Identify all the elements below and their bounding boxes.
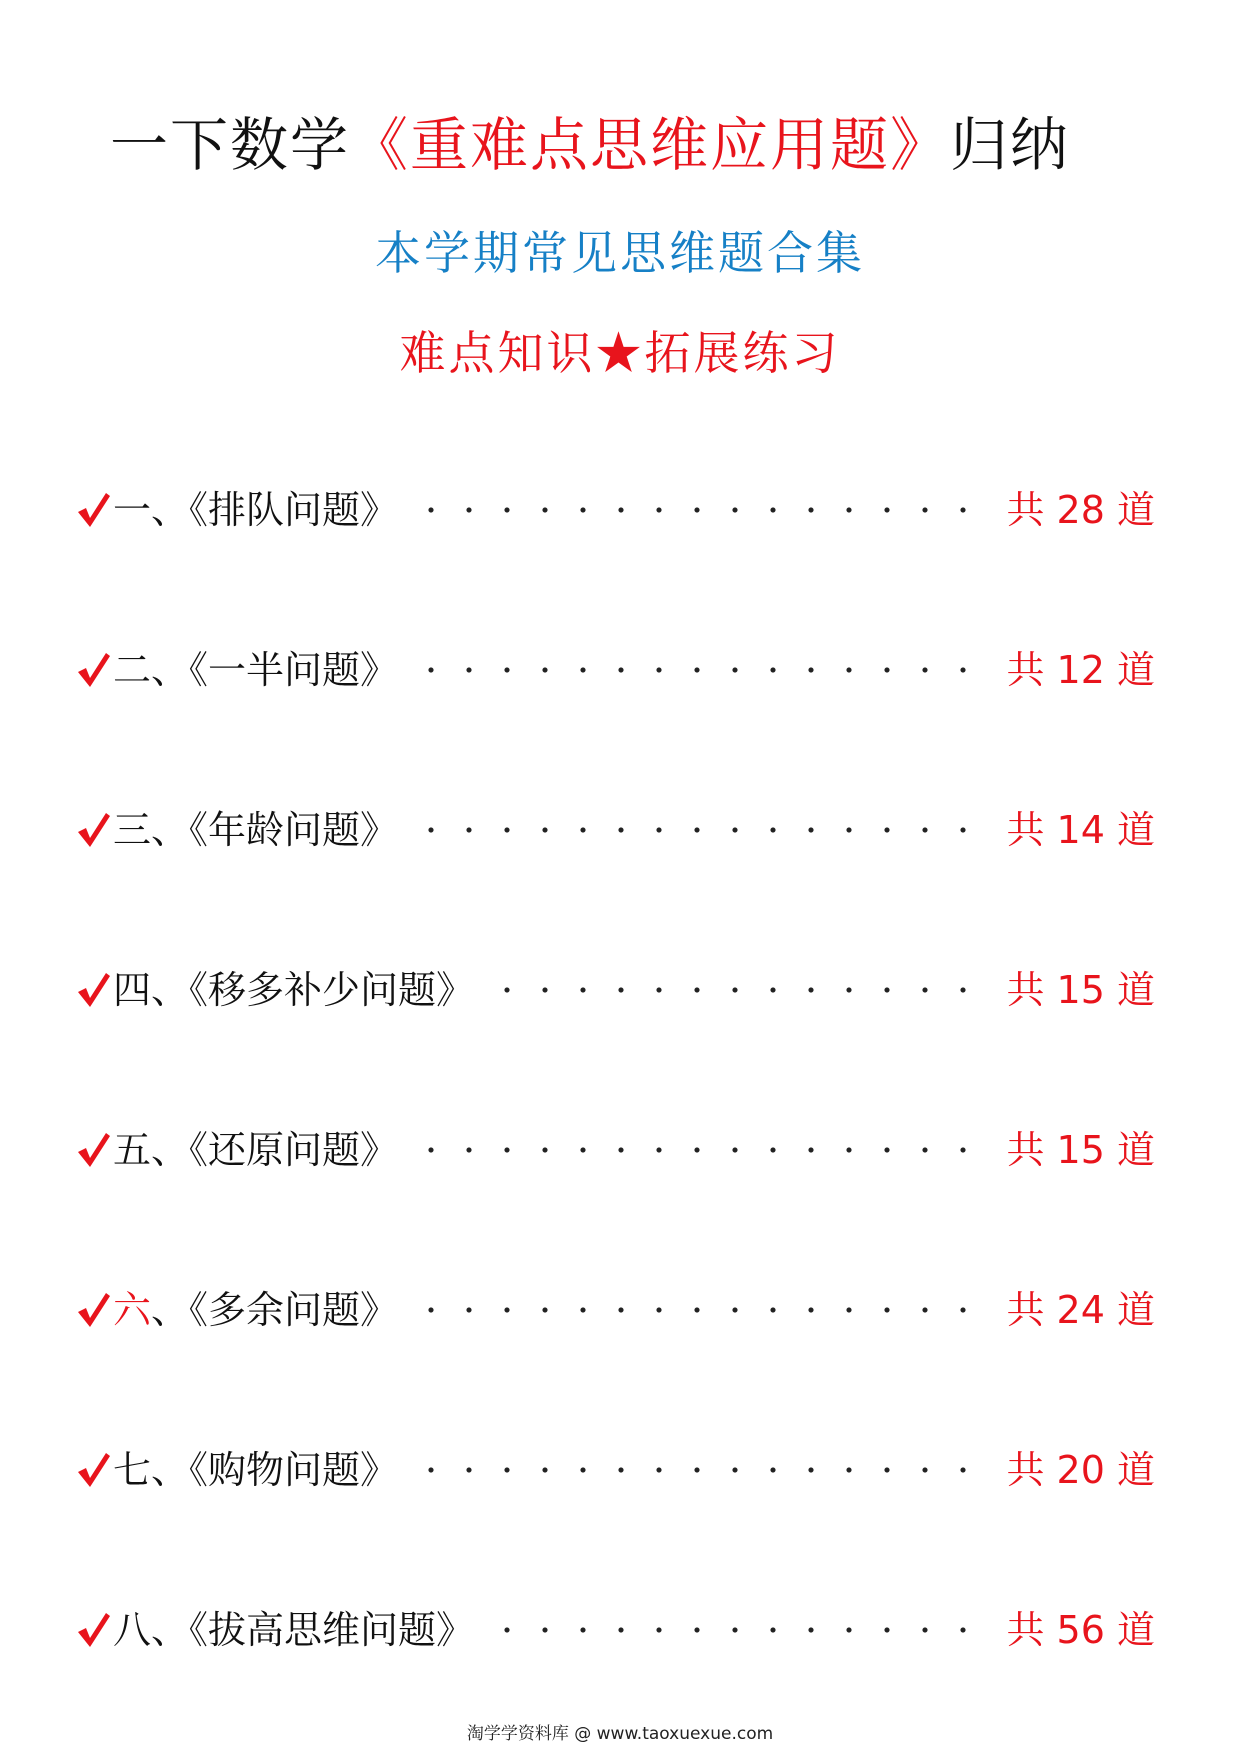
checkmark-icon — [75, 490, 111, 530]
toc-item-label — [113, 1600, 474, 1660]
toc-item-shopping — [75, 1440, 1155, 1500]
dot-leader — [488, 1600, 994, 1660]
toc-item-count — [1006, 1120, 1155, 1180]
toc-item-name: 《还原问题》 — [189, 1128, 399, 1172]
toc-item-number: 八 — [113, 1608, 152, 1652]
dot-leader — [412, 480, 994, 540]
count-value: 56 — [1056, 1608, 1105, 1652]
count-prefix: 共 — [1006, 648, 1057, 692]
toc-item-number: 六 — [113, 1288, 152, 1332]
page-title — [110, 105, 1150, 185]
toc-item-name: 《多余问题》 — [189, 1288, 399, 1332]
title-highlight: 《重难点思维应用题》 — [350, 111, 951, 179]
count-value: 14 — [1056, 808, 1105, 852]
checkmark-icon — [75, 1610, 111, 1650]
toc-item-advanced — [75, 1600, 1155, 1660]
checkmark-icon — [75, 970, 111, 1010]
count-value: 28 — [1056, 488, 1105, 532]
subtitle-collection: 本学期常见思维题合集 — [375, 226, 865, 280]
count-value: 12 — [1056, 648, 1105, 692]
count-prefix: 共 — [1006, 1448, 1057, 1492]
count-prefix: 共 — [1006, 808, 1057, 852]
count-prefix: 共 — [1006, 1608, 1057, 1652]
toc-item-label — [113, 1440, 398, 1500]
count-suffix: 道 — [1104, 1288, 1155, 1332]
checkmark-icon — [75, 1450, 111, 1490]
toc-item-name: 《移多补少问题》 — [189, 968, 475, 1012]
checkmark-icon — [75, 810, 111, 850]
title-prefix: 一下数学 — [110, 111, 351, 179]
checkmark-icon — [75, 1130, 111, 1170]
toc-item-name: 《排队问题》 — [189, 488, 399, 532]
toc-item-label — [113, 960, 474, 1020]
toc-item-name: 《购物问题》 — [189, 1448, 399, 1492]
toc-item-count — [1006, 1440, 1155, 1500]
toc-item-restore — [75, 1120, 1155, 1180]
footer-watermark: 淘学学资料库 @ www.taoxuexue.com — [466, 1724, 774, 1744]
dot-leader — [488, 960, 994, 1020]
toc-item-number: 五 — [113, 1128, 152, 1172]
toc-item-number: 二 — [113, 648, 152, 692]
toc-item-separator: 、 — [151, 808, 190, 852]
dot-leader — [412, 1280, 994, 1340]
toc-item-number: 一 — [113, 488, 152, 532]
toc-item-number: 七 — [113, 1448, 152, 1492]
dot-leader — [412, 1120, 994, 1180]
toc-item-separator: 、 — [151, 1448, 190, 1492]
count-value: 20 — [1056, 1448, 1105, 1492]
toc-item-number: 三 — [113, 808, 152, 852]
toc-item-age — [75, 800, 1155, 860]
toc-item-separator: 、 — [151, 1608, 190, 1652]
toc-item-separator: 、 — [151, 968, 190, 1012]
count-value: 15 — [1056, 968, 1105, 1012]
toc-item-count — [1006, 960, 1155, 1020]
toc-item-separator: 、 — [151, 1128, 190, 1172]
toc-item-label — [113, 800, 398, 860]
toc-item-label — [113, 1280, 398, 1340]
count-prefix: 共 — [1006, 1288, 1057, 1332]
toc-item-name: 《拔高思维问题》 — [189, 1608, 475, 1652]
toc-item-count — [1006, 1280, 1155, 1340]
toc-item-separator: 、 — [151, 488, 190, 532]
count-suffix: 道 — [1104, 1128, 1155, 1172]
toc-item-surplus — [75, 1280, 1155, 1340]
count-prefix: 共 — [1006, 1128, 1057, 1172]
toc-item-label — [113, 480, 398, 540]
count-suffix: 道 — [1104, 808, 1155, 852]
count-prefix: 共 — [1006, 488, 1057, 532]
toc-item-name: 《年龄问题》 — [189, 808, 399, 852]
count-suffix: 道 — [1104, 968, 1155, 1012]
toc-item-separator: 、 — [151, 1288, 190, 1332]
toc-item-queue — [75, 480, 1155, 540]
subtitle-practice: 难点知识★拓展练习 — [399, 326, 841, 380]
count-suffix: 道 — [1104, 488, 1155, 532]
title-suffix: 归纳 — [950, 111, 1071, 179]
toc-item-name: 《一半问题》 — [189, 648, 399, 692]
count-suffix: 道 — [1104, 1448, 1155, 1492]
toc-item-label — [113, 1120, 398, 1180]
toc-item-half — [75, 640, 1155, 700]
toc-item-separator: 、 — [151, 648, 190, 692]
toc-item-count — [1006, 800, 1155, 860]
dot-leader — [412, 1440, 994, 1500]
toc-item-count — [1006, 480, 1155, 540]
count-value: 15 — [1056, 1128, 1105, 1172]
count-suffix: 道 — [1104, 1608, 1155, 1652]
toc-item-count — [1006, 1600, 1155, 1660]
checkmark-icon — [75, 650, 111, 690]
dot-leader — [412, 800, 994, 860]
checkmark-icon — [75, 1290, 111, 1330]
toc-item-count — [1006, 640, 1155, 700]
count-prefix: 共 — [1006, 968, 1057, 1012]
dot-leader — [412, 640, 994, 700]
toc-item-number: 四 — [113, 968, 152, 1012]
count-value: 24 — [1056, 1288, 1105, 1332]
toc-item-balance — [75, 960, 1155, 1020]
toc-item-label — [113, 640, 398, 700]
count-suffix: 道 — [1104, 648, 1155, 692]
